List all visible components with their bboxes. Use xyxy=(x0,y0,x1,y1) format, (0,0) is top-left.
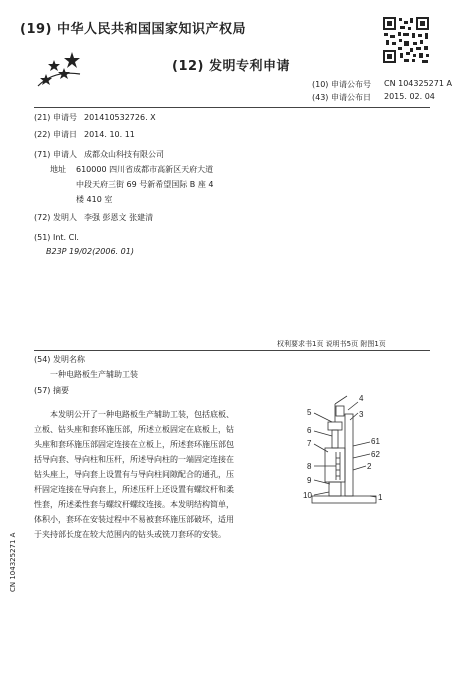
figure-label: 9 xyxy=(307,476,312,485)
title-label: (54) 发明名称 xyxy=(34,355,85,364)
abstract-label: (57) 摘要 xyxy=(34,386,69,395)
inventors: 李强 彭恩文 张建清 xyxy=(84,213,154,222)
app-date-label: (22) 申请日 xyxy=(34,130,77,139)
address-label: 地址 xyxy=(50,165,66,174)
side-pub-number: CN 104325271 A xyxy=(9,532,17,592)
section-rule xyxy=(34,350,430,351)
figure-label: 2 xyxy=(367,462,372,471)
figure-label: 8 xyxy=(307,462,312,471)
office-name: (19) 中华人民共和国国家知识产权局 xyxy=(20,22,246,37)
figure-label: 1 xyxy=(378,493,383,502)
figure-label: 61 xyxy=(371,437,380,446)
figure-label: 4 xyxy=(359,394,364,403)
abstract-text: 本发明公开了一种电路板生产辅助工装，包括底板、立板、钻头座和套环施压部，所述立板固定在底板上，钻头座和套环施压部固定连接在立板上，所述套环施压部包括导向套、导向柱和压杆，所述导向柱的一端固定连接在钻头座上，导向套上设置有与导向柱间隙配合的通孔，压杆固定连接在导向套上，所述压杆上还设置有螺纹杆和柔性套，所述柔性套与螺纹杆螺纹连接。本发明结构简单，体积小，套环在安装过程中不易被套环施压部破坏，适用于夹持部长度在较大范围内的钻头或铣刀套环的安装。 xyxy=(34,410,234,539)
intcl-value: B23P 19/02(2006. 01) xyxy=(46,247,134,256)
address-line-2: 中段天府三街 69 号新希望国际 B 座 4 xyxy=(76,180,214,189)
qr-code-icon xyxy=(382,16,430,64)
intcl-label: (51) Int. Cl. xyxy=(34,233,79,242)
address-line-3: 楼 410 室 xyxy=(76,195,113,204)
document-type: (12) 发明专利申请 xyxy=(172,59,290,74)
pub-no-label: (10) 申请公布号 xyxy=(312,80,371,89)
figure-label: 3 xyxy=(359,410,364,419)
invention-title: 一种电路板生产辅助工装 xyxy=(50,370,138,379)
figure-label: 10 xyxy=(303,491,312,500)
header-rule xyxy=(34,107,430,108)
pub-date: 2015. 02. 04 xyxy=(384,92,435,101)
figure-label: 6 xyxy=(307,426,312,435)
pub-date-label: (43) 申请公布日 xyxy=(312,93,371,102)
pub-no: CN 104325271 A xyxy=(384,79,452,88)
figure-label: 7 xyxy=(307,439,312,448)
applicant-label: (71) 申请人 xyxy=(34,150,77,159)
cnipa-logo-icon xyxy=(34,48,84,88)
app-no-label: (21) 申请号 xyxy=(34,113,77,122)
app-no: 201410532726. X xyxy=(84,113,156,122)
figure-label: 62 xyxy=(371,450,380,459)
inventors-label: (72) 发明人 xyxy=(34,213,77,222)
applicant: 成都众山科技有限公司 xyxy=(84,150,164,159)
address-line-1: 610000 四川省成都市高新区天府大道 xyxy=(76,165,214,174)
figure-label: 5 xyxy=(307,408,312,417)
page-counts: 权利要求书1页 说明书5页 附图1页 xyxy=(277,340,386,348)
app-date: 2014. 10. 11 xyxy=(84,130,135,139)
device-figure xyxy=(292,392,392,512)
